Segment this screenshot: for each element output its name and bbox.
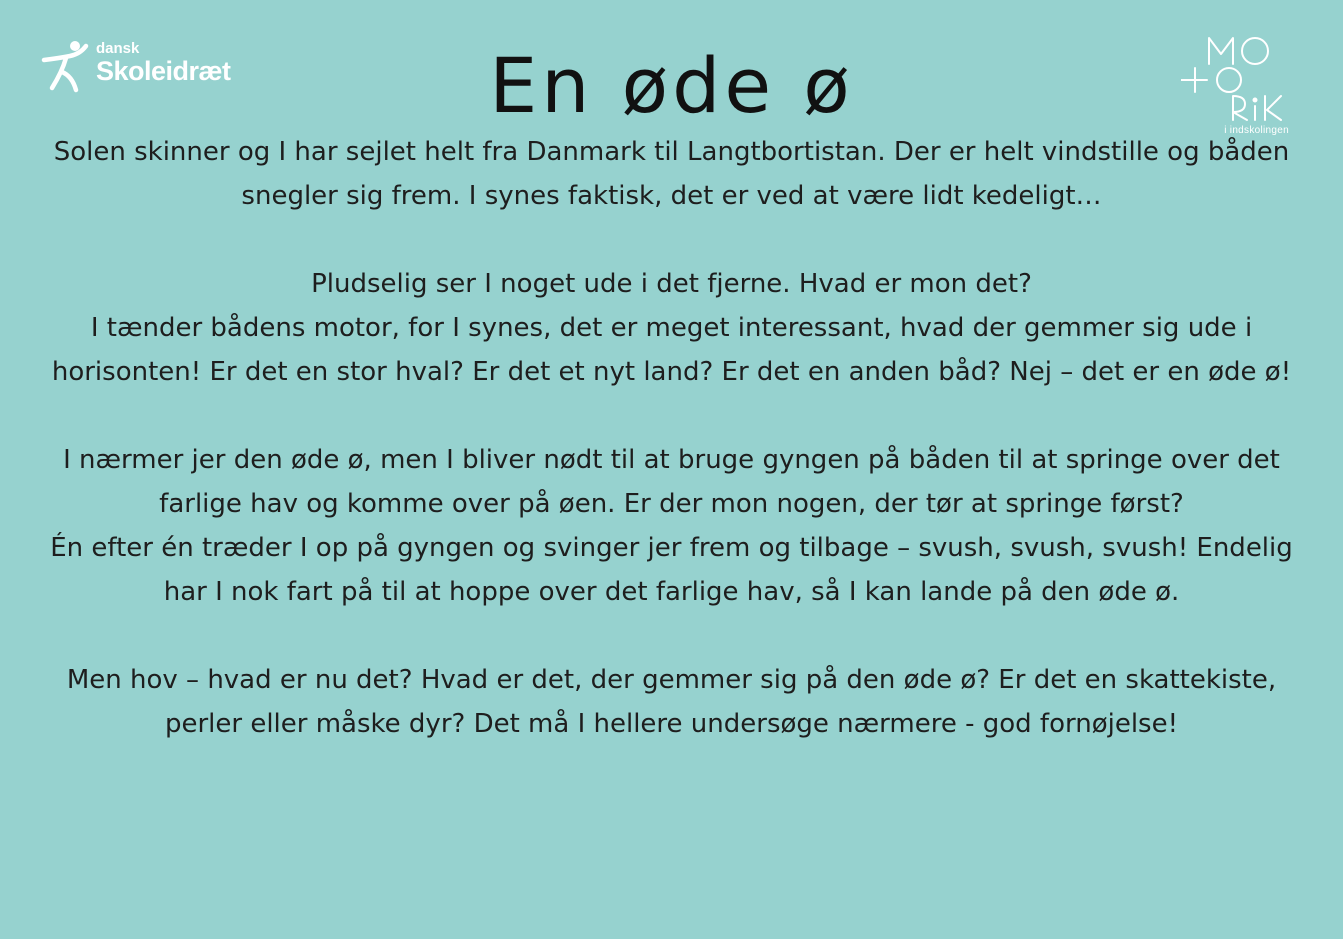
logo-small-text: dansk xyxy=(96,40,140,57)
paragraph-spacer xyxy=(40,394,1303,438)
paragraph-6: Men hov – hvad er nu det? Hvad er det, der gemmer sig på den øde ø? Er det en skattekiste, perler eller måske dyr? Det må I hellere undersøge nærmere - god fornøjelse! xyxy=(66,665,1277,739)
page-title: En øde ø xyxy=(489,41,854,130)
paragraph-1: Solen skinner og I har sejlet helt fra Danmark til Langtbortistan. Der er helt vindstille og båden snegler sig frem. I synes faktisk, det er ved at være lidt kedeligt… xyxy=(53,137,1290,211)
paragraph-3: I tænder bådens motor, for I synes, det er meget interessant, hvad der gemmer sig ude i horisonten! Er det en stor hval? Er det et nyt land? Er det en anden båd? Nej – det er en øde ø! xyxy=(51,313,1292,387)
paragraph-4: I nærmer jer den øde ø, men I bliver nødt til at bruge gyngen på båden til at springe over det farlige hav og komme over på øen. Er der mon nogen, der tør at springe først? xyxy=(63,445,1280,519)
paragraph-spacer xyxy=(40,614,1303,658)
paragraph-2: Pludselig ser I noget ude i det fjerne. Hvad er mon det? xyxy=(311,269,1032,299)
paragraph-5: Én efter én træder I op på gyngen og svinger jer frem og tilbage – svush, svush, svush! Endelig har I nok fart på til at hoppe over det farlige hav, så I kan lande på den øde ø. xyxy=(50,533,1293,607)
motorik-subtitle: i indskolingen xyxy=(1224,125,1289,136)
paragraph-spacer xyxy=(40,218,1303,262)
story-text xyxy=(40,130,1303,746)
logo-big-text: Skoleidræt xyxy=(96,56,231,86)
